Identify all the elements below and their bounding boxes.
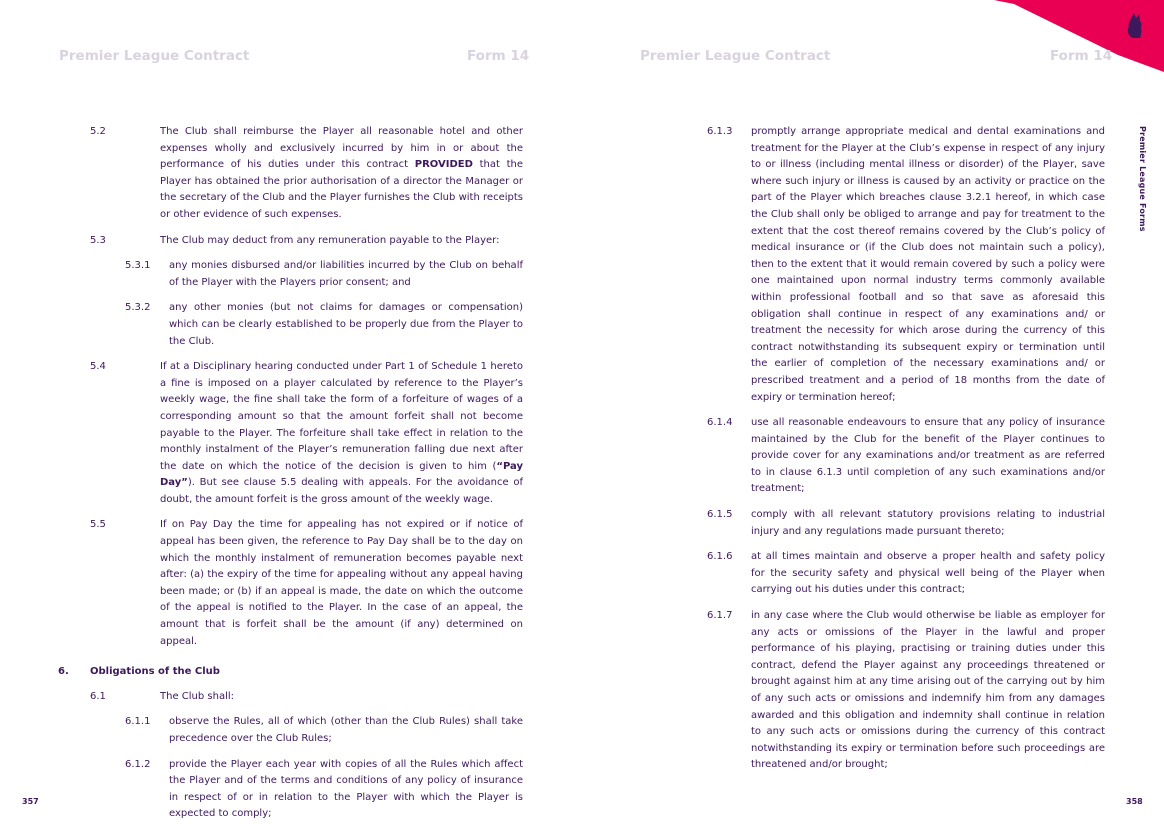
clause-number: 6.1.2 <box>125 758 151 770</box>
clause-6-1-5 <box>707 507 1105 540</box>
clause-5-3 <box>90 233 523 250</box>
page-number-right: 358 <box>1126 797 1143 806</box>
clause-5-4 <box>90 359 523 508</box>
clause-text: in any case where the Club would otherwise be liable as employer for any acts or omissions of the Player in the lawful and proper performance of his playing, practising or training duties under this contract, defend the Player against any proceedings threatened or brought against him at any time arising out of the carrying out by him of any such acts or omissions and indemnify him from any damages awarded and this obligation and indemnity shall continue in relation to any such acts or omissions during the currency of this contract notwithstanding its expiry or termination before such proceedings are threatened and/or brought; <box>751 610 1105 771</box>
clause-5-3-2 <box>90 300 523 350</box>
clause-number: 5.3.2 <box>125 302 151 314</box>
clause-text: use all reasonable endeavours to ensure that any policy of insurance maintained by the Club for the benefit of the Player continues to provide cover for any examinations and/or treatment as are referred to in clause 6.1.3 until completion of any such examinations and/or treatment; <box>751 417 1105 495</box>
clause-number: 6.1 <box>90 690 106 702</box>
right-page-body <box>707 124 1105 783</box>
page-number-left: 357 <box>22 797 39 806</box>
clause-number: 6.1.3 <box>707 126 733 137</box>
clause-6-1-2 <box>90 757 523 823</box>
clause-text: The Club shall: <box>160 690 235 702</box>
clause-text: If on Pay Day the time for appealing has not expired or if notice of appeal has been given, the reference to Pay Day shall be to the day on which the monthly instalment of remuneration becomes payable next after: (a) the expiry of the time for appealing without any appeal having been made; or (b) if an appeal is made, the date on which the outcome of the appeal is notified to the Player. In the case of an appeal, the amount that is forfeit shall be the amount (if any) determined on appeal. <box>160 519 523 647</box>
clause-text: comply with all relevant statutory provisions relating to industrial injury and any regulations made pursuant thereto; <box>751 509 1105 537</box>
section-number: 6. <box>58 666 69 678</box>
side-section-label: Premier League Forms <box>1138 126 1147 232</box>
clause-number: 5.3 <box>90 234 106 246</box>
clause-text: at all times maintain and observe a proper health and safety policy for the security safety and physical well being of the Player when carrying out his duties under this contract; <box>751 551 1105 596</box>
clause-5-2 <box>90 124 523 224</box>
header-right-form: Form 14 <box>1050 48 1113 64</box>
clause-number: 6.1.1 <box>125 716 151 728</box>
clause-number: 5.4 <box>90 361 106 373</box>
clause-6-1-1 <box>90 714 523 747</box>
clause-text: any other monies (but not claims for damages or compensation) which can be clearly established to be properly due from the Player to the Club. <box>169 302 523 347</box>
clause-text: The Club may deduct from any remuneration payable to the Player: <box>160 234 500 246</box>
clause-6-1-3 <box>707 124 1105 406</box>
header-left-title: Premier League Contract <box>59 48 250 64</box>
clause-number: 5.5 <box>90 519 106 531</box>
header-right-title: Premier League Contract <box>640 48 831 64</box>
clause-6-1 <box>90 689 523 706</box>
clause-number: 5.2 <box>90 126 106 137</box>
clause-text: provide the Player each year with copies of all the Rules which affect the Player and of the terms and conditions of any policy of insurance in respect of or in relation to the Player with which the Player is expected to comply; <box>169 758 523 820</box>
clause-6-1-6 <box>707 549 1105 599</box>
section-title: Obligations of the Club <box>90 666 220 678</box>
clause-5-3-1 <box>90 258 523 291</box>
clause-number: 6.1.7 <box>707 610 733 622</box>
clause-text: observe the Rules, all of which (other than the Club Rules) shall take precedence over the Club Rules; <box>169 716 523 744</box>
left-page-body <box>58 124 524 832</box>
clause-text: any monies disbursed and/or liabilities incurred by the Club on behalf of the Player with the Players prior consent; and <box>169 260 523 288</box>
clause-5-5 <box>90 517 523 650</box>
clause-number: 6.1.4 <box>707 417 733 429</box>
clause-number: 6.1.6 <box>707 551 733 563</box>
header-left-form: Form 14 <box>467 48 530 64</box>
clause-6-1-4 <box>707 415 1105 498</box>
clause-text: promptly arrange appropriate medical and dental examinations and treatment for the Player at the Club’s expense in respect of any injury to or illness (including mental illness or disorder) of the Player, save where such injury or illness is caused by an activity or practice on the part of the Player which breaches clause 3.2.1 hereof, in which case the Club shall only be obliged to arrange and pay for treatment to the extent that the cost thereof remains covered by the Club’s policy of medical insurance or (if the Club does not maintain such a policy), then to the extent that it would remain covered by such a policy were one maintained upon normal industry terms commonly available within professional football and so that save as aforesaid this obligation shall continue in respect of any examinations and/ or treatment the necessity for which arose during the currency of this contract notwithstanding its subsequent expiry or termination until the earlier of completion of the necessary examinations and/ or prescribed treatment and a period of 18 months from the date of expiry or termination hereof; <box>751 126 1105 403</box>
clause-number: 5.3.1 <box>125 260 151 272</box>
clause-text: If at a Disciplinary hearing conducted under Part 1 of Schedule 1 hereto a fine is imposed on a player calculated by reference to the Player’s weekly wage, the fine shall take the form of a forfeiture of wages of a corresponding amount so that the amount forfeit shall not become payable to the Player. The forfeiture shall take effect in relation to the monthly instalment of the Player’s remuneration falling due next after the date on which the notice of the decision is given to him (“Pay Day”). But see clause 5.5 dealing with appeals. For the avoidance of doubt, the amount forfeit is the gross amount of the weekly wage. <box>160 361 523 505</box>
clause-number: 6.1.5 <box>707 509 733 521</box>
clause-6-1-7 <box>707 608 1105 774</box>
section-6-heading <box>58 664 523 681</box>
clause-text: The Club shall reimburse the Player all reasonable hotel and other expenses wholly and exclusively incurred by him in or about the performance of his duties under this contract PROVIDED that the Player has obtained the prior authorisation of a director the Manager or the secretary of the Club and the Player furnishes the Club with receipts or other evidence of such expenses. <box>160 126 524 220</box>
